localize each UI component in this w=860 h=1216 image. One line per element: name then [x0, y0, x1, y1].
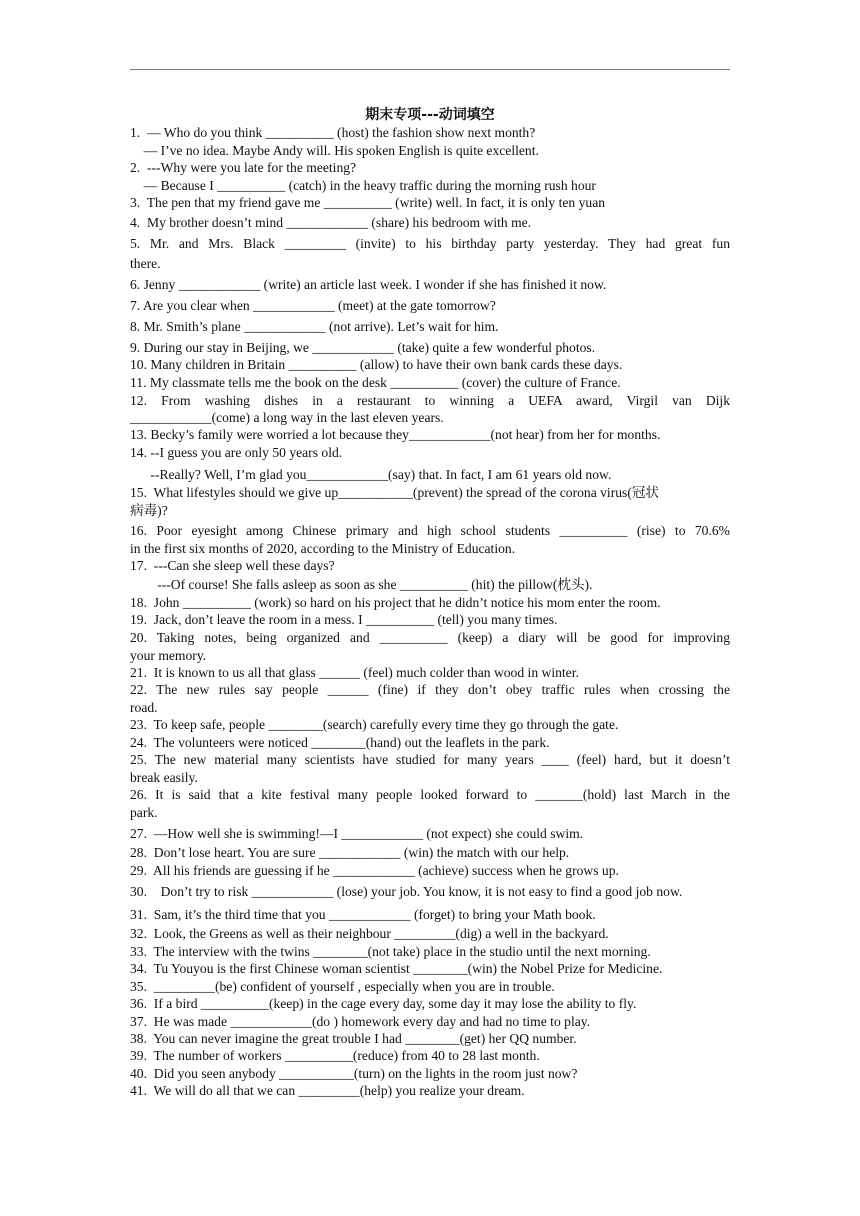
text-line: 8. Mr. Smith’s plane ____________ (not arrive). Let’s wait for him.	[130, 319, 499, 334]
text-line: 10. Many children in Britain __________ (allow) to have their own bank cards these days.	[130, 357, 623, 372]
text-line: 27. —How well she is swimming!—I ____________ (not expect) she could swim.	[130, 826, 584, 841]
text-line: — Because I __________ (catch) in the heavy traffic during the morning rush hour	[130, 178, 596, 193]
page-title: 期末专项---动词填空	[365, 107, 495, 123]
text-line: 35. _________(be) confident of yourself , especially when you are in trouble.	[130, 979, 555, 994]
text-line: ____________(come) a long way in the last eleven years.	[130, 410, 444, 425]
text-line: 14. --I guess you are only 50 years old.	[130, 445, 343, 460]
text-line: 11. My classmate tells me the book on the desk __________ (cover) the culture of France.	[130, 375, 621, 390]
text-line: 28. Don’t lose heart. You are sure ____________ (win) the match with our help.	[130, 845, 570, 860]
text-line: 1. — Who do you think __________ (host) the fashion show next month?	[130, 125, 536, 140]
text-line: 29. All his friends are guessing if he ____________ (achieve) success when he grows up.	[130, 863, 619, 878]
text-line: 3. The pen that my friend gave me __________ (write) well. In fact, it is only ten yuan	[130, 195, 606, 210]
text-line: 19. Jack, don’t leave the room in a mess. I __________ (tell) you many times.	[130, 612, 558, 627]
text-line: 33. The interview with the twins ________(not take) place in the studio until the next morning.	[130, 944, 651, 959]
text-line: 6. Jenny ____________ (write) an article last week. I wonder if she has finished it now.	[130, 277, 607, 292]
text-line: 24. The volunteers were noticed ________(hand) out the leaflets in the park.	[130, 735, 550, 750]
text-line: 37. He was made ____________(do ) homework every day and had no time to play.	[130, 1014, 591, 1029]
text-line: 41. We will do all that we can _________(help) you realize your dream.	[130, 1083, 525, 1098]
text-line: 32. Look, the Greens as well as their neighbour _________(dig) a well in the backyard.	[130, 926, 609, 941]
text-line: in the first six months of 2020, according to the Ministry of Education.	[130, 541, 516, 556]
text-line: 20. Taking notes, being organized and __________ (keep) a diary will be good for improving	[130, 630, 730, 645]
text-line: 病毒)?	[130, 503, 168, 518]
text-line: 23. To keep safe, people ________(search) carefully every time they go through the gate.	[130, 717, 619, 732]
text-line: 34. Tu Youyou is the first Chinese woman scientist ________(win) the Nobel Prize for Medicine.	[130, 961, 663, 976]
text-line: your memory.	[130, 648, 207, 663]
text-line: 5. Mr. and Mrs. Black _________ (invite) to his birthday party yesterday. They had great fun	[130, 236, 730, 251]
text-line: 25. The new material many scientists have studied for many years ____ (feel) hard, but it doesn’t	[130, 752, 730, 767]
text-line: 9. During our stay in Beijing, we ____________ (take) quite a few wonderful photos.	[130, 340, 596, 355]
text-line: 30. Don’t try to risk ____________ (lose) your job. You know, it is not easy to find a good job now.	[130, 884, 683, 899]
text-line: 38. You can never imagine the great trouble I had ________(get) her QQ number.	[130, 1031, 577, 1046]
text-line: there.	[130, 256, 161, 271]
text-line: break easily.	[130, 770, 198, 785]
text-line: 4. My brother doesn’t mind ____________ (share) his bedroom with me.	[130, 215, 532, 230]
text-line: 15. What lifestyles should we give up___________(prevent) the spread of the corona virus(冠状	[130, 485, 660, 500]
text-line: 26. It is said that a kite festival many people looked forward to _______(hold) last March in the	[130, 787, 730, 802]
text-line: 31. Sam, it’s the third time that you ____________ (forget) to bring your Math book.	[130, 907, 596, 922]
header-rule	[130, 69, 730, 70]
text-line: 18. John __________ (work) so hard on his project that he didn’t notice his mom enter the room.	[130, 595, 661, 610]
text-line: 16. Poor eyesight among Chinese primary and high school students __________ (rise) to 70.6%	[130, 523, 730, 538]
text-line: park.	[130, 805, 158, 820]
text-line: 13. Becky’s family were worried a lot because they____________(not hear) from her for months.	[130, 427, 661, 442]
text-line: 39. The number of workers __________(reduce) from 40 to 28 last month.	[130, 1048, 540, 1063]
text-line: 21. It is known to us all that glass ______ (feel) much colder than wood in winter.	[130, 665, 579, 680]
text-line: 40. Did you seen anybody ___________(turn) on the lights in the room just now?	[130, 1066, 578, 1081]
text-line: 2. ---Why were you late for the meeting?	[130, 160, 357, 175]
text-line: — I’ve no idea. Maybe Andy will. His spoken English is quite excellent.	[130, 143, 539, 158]
text-line: 36. If a bird __________(keep) in the cage every day, some day it may lose the ability to fly.	[130, 996, 637, 1011]
text-line: --Really? Well, I’m glad you____________(say) that. In fact, I am 61 years old now.	[130, 467, 612, 482]
text-line: 22. The new rules say people ______ (fine) if they don’t obey traffic rules when crossing the	[130, 682, 730, 697]
text-line: 7. Are you clear when ____________ (meet) at the gate tomorrow?	[130, 298, 496, 313]
text-line: 17. ---Can she sleep well these days?	[130, 558, 335, 573]
text-line: road.	[130, 700, 158, 715]
text-line: ---Of course! She falls asleep as soon as she __________ (hit) the pillow(枕头).	[130, 577, 593, 592]
text-line: 12. From washing dishes in a restaurant to winning a UEFA award, Virgil van Dijk	[130, 393, 730, 408]
